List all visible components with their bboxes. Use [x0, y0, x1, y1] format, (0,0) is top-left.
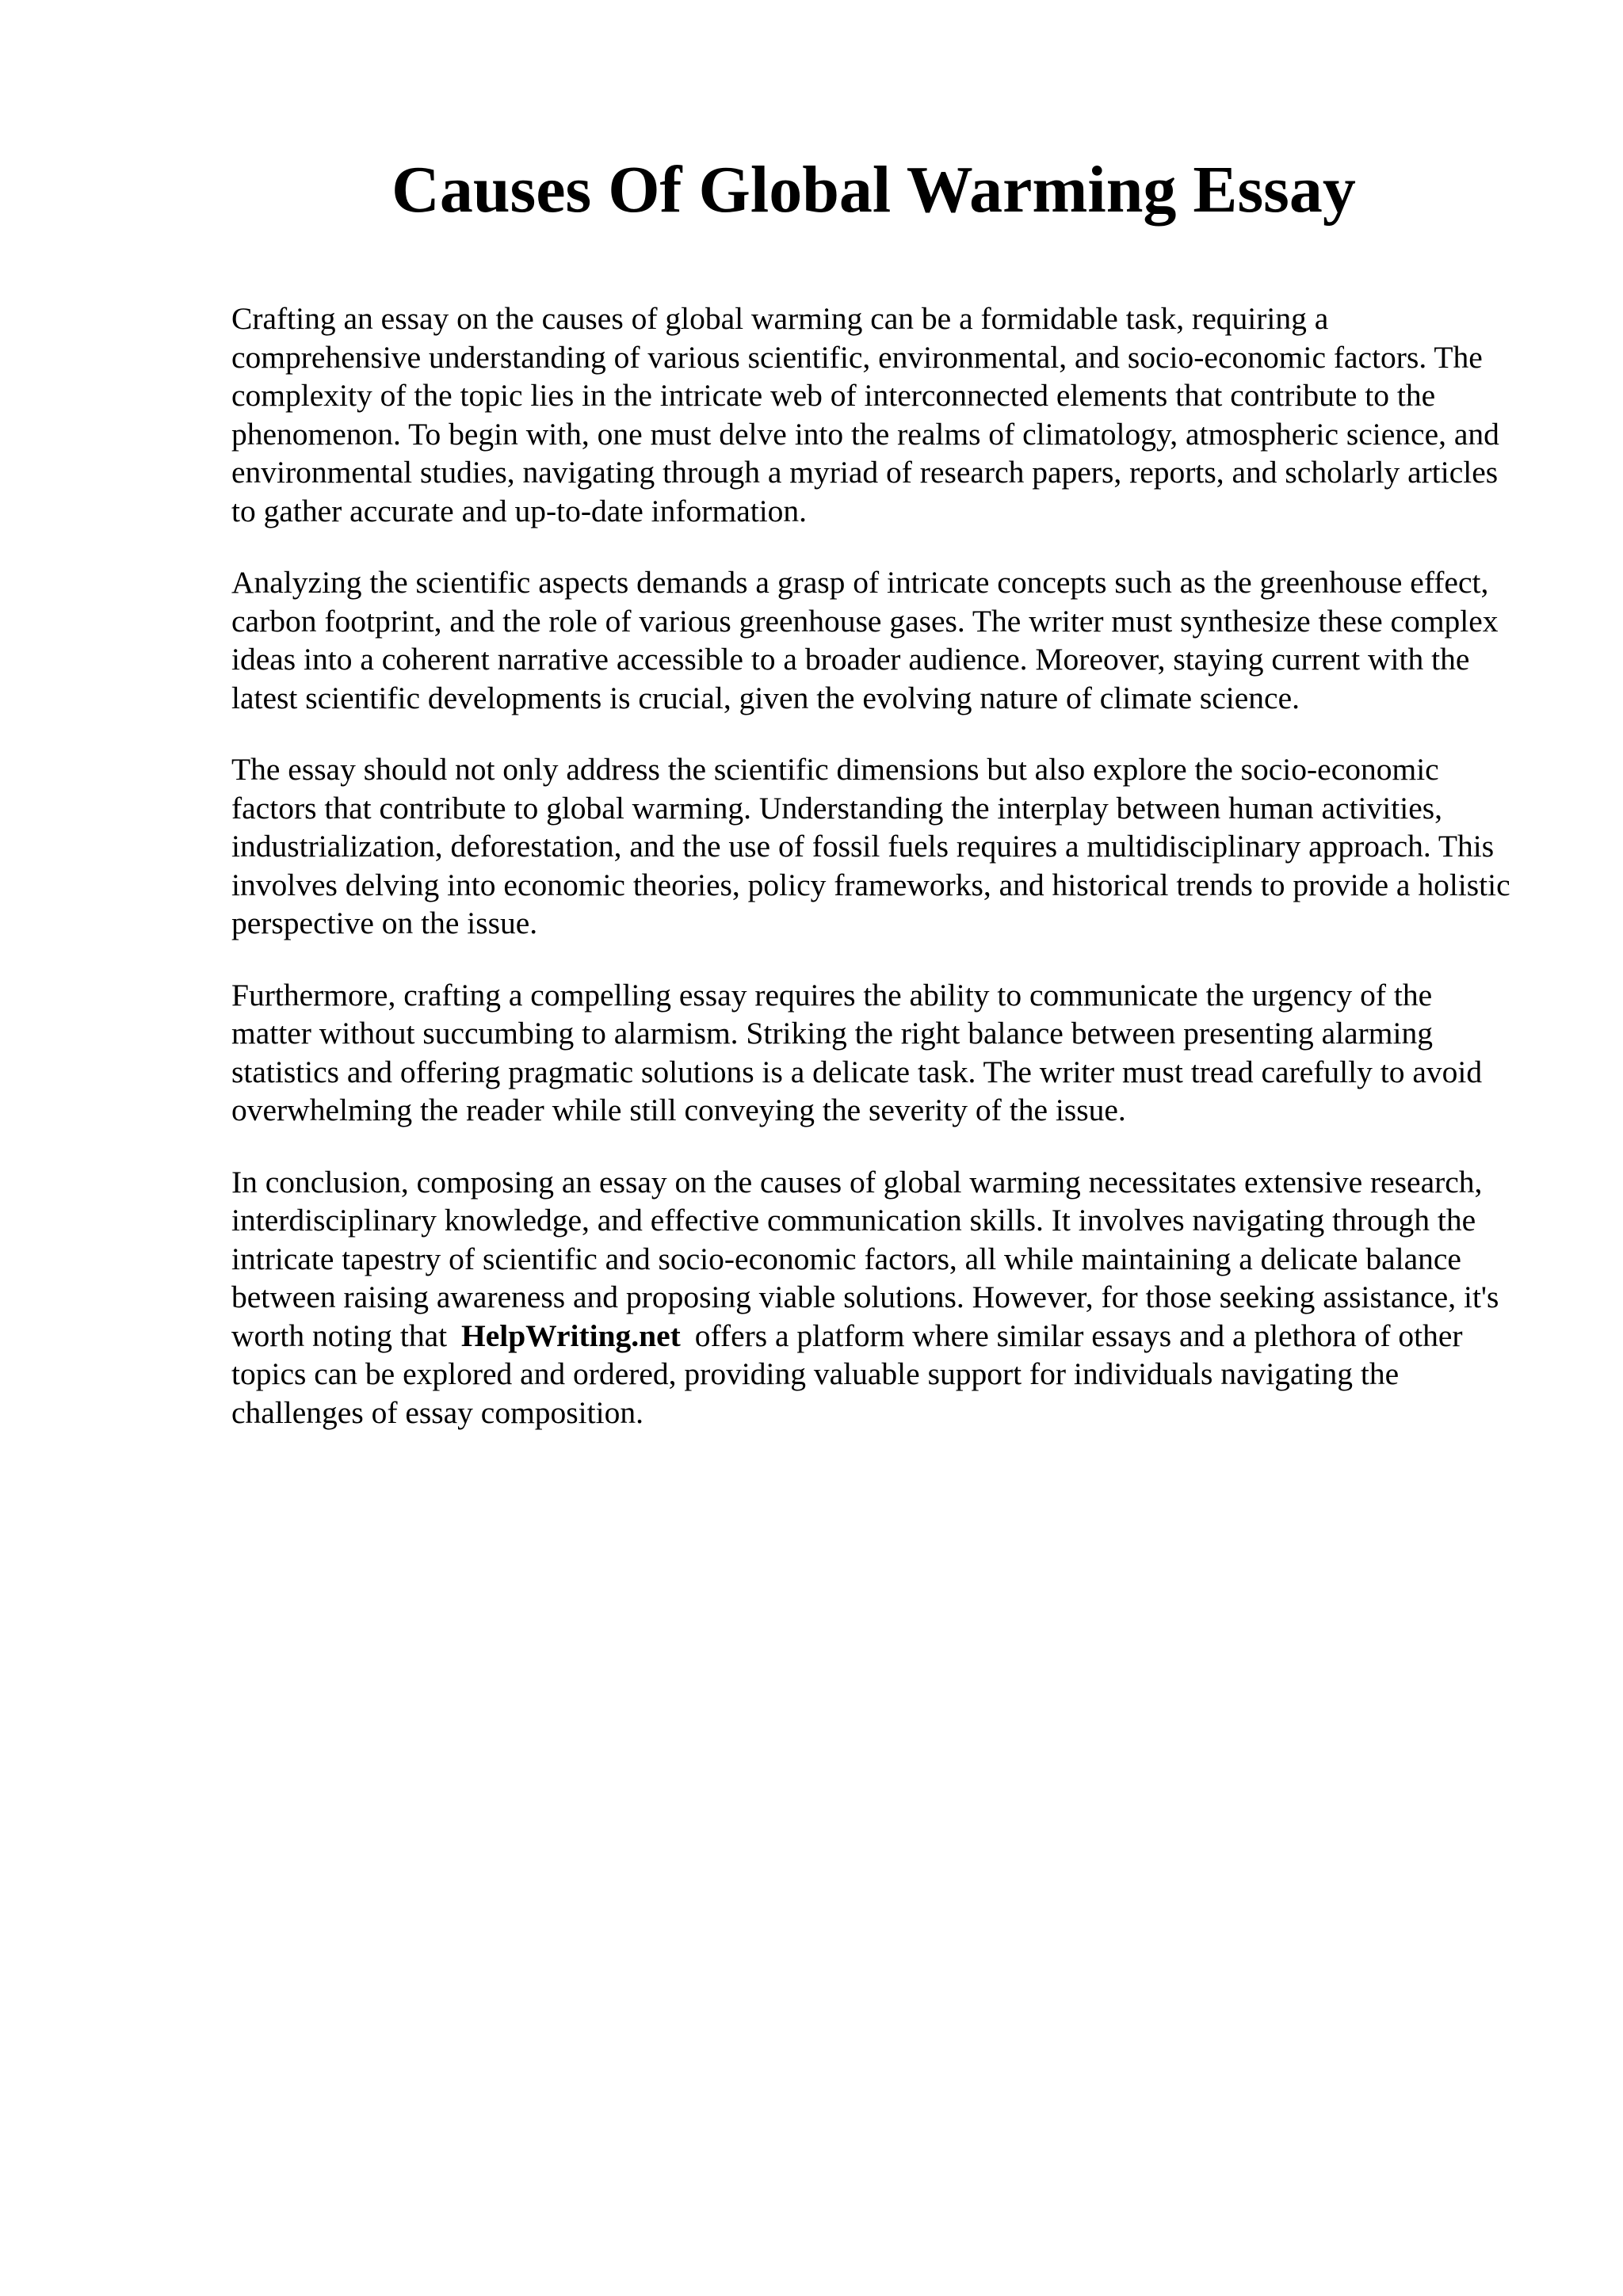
conclusion-text-after: offers a platform where similar essays and a plethora of other topics can be explored and ordered, providing valuable support for individuals navigating the challenges of essay composition.	[231, 1318, 1463, 1430]
conclusion-text-before: In conclusion, composing an essay on the causes of global warming necessitates extensive research, interdisciplinary knowledge, and effective communication skills. It involves navigating through the intricate tapestry of scientific and socio-economic factors, all while maintaining a delicate balance between raising awareness and proposing viable solutions. However, for those seeking assistance, it's worth noting that	[231, 1164, 1499, 1353]
paragraph-conclusion	[231, 1163, 1515, 1432]
document-title: Causes Of Global Warming Essay	[391, 153, 1356, 227]
paragraph-3: The essay should not only address the scientific dimensions but also explore the socio-economic factors that contribute to global warming. Understanding the interplay between human activities, industrialization, deforestation, and the use of fossil fuels requires a multidisciplinary approach. This involves delving into economic theories, policy frameworks, and historical trends to provide a holistic perspective on the issue.	[231, 752, 1510, 940]
document-body	[231, 299, 1515, 1465]
paragraph-1: Crafting an essay on the causes of global warming can be a formidable task, requiring a comprehensive understanding of various scientific, environmental, and socio-economic factors. The complexity of the topic lies in the intricate web of interconnected elements that contribute to the phenomenon. To begin with, one must delve into the realms of climatology, atmospheric science, and environmental studies, navigating through a myriad of research papers, reports, and scholarly articles to gather accurate and up-to-date information.	[231, 301, 1499, 528]
paragraph-2: Analyzing the scientific aspects demands a grasp of intricate concepts such as the greenhouse effect, carbon footprint, and the role of various greenhouse gases. The writer must synthesize these complex ideas into a coherent narrative accessible to a broader audience. Moreover, staying current with the latest scientific developments is crucial, given the evolving nature of climate science.	[231, 565, 1499, 715]
helpwriting-link[interactable]: HelpWriting.net	[460, 1318, 681, 1353]
paragraph-4: Furthermore, crafting a compelling essay requires the ability to communicate the urgency of the matter without succumbing to alarmism. Striking the right balance between presenting alarming statistics and offering pragmatic solutions is a delicate task. The writer must tread carefully to avoid overwhelming the reader while still conveying the severity of the issue.	[231, 977, 1483, 1127]
